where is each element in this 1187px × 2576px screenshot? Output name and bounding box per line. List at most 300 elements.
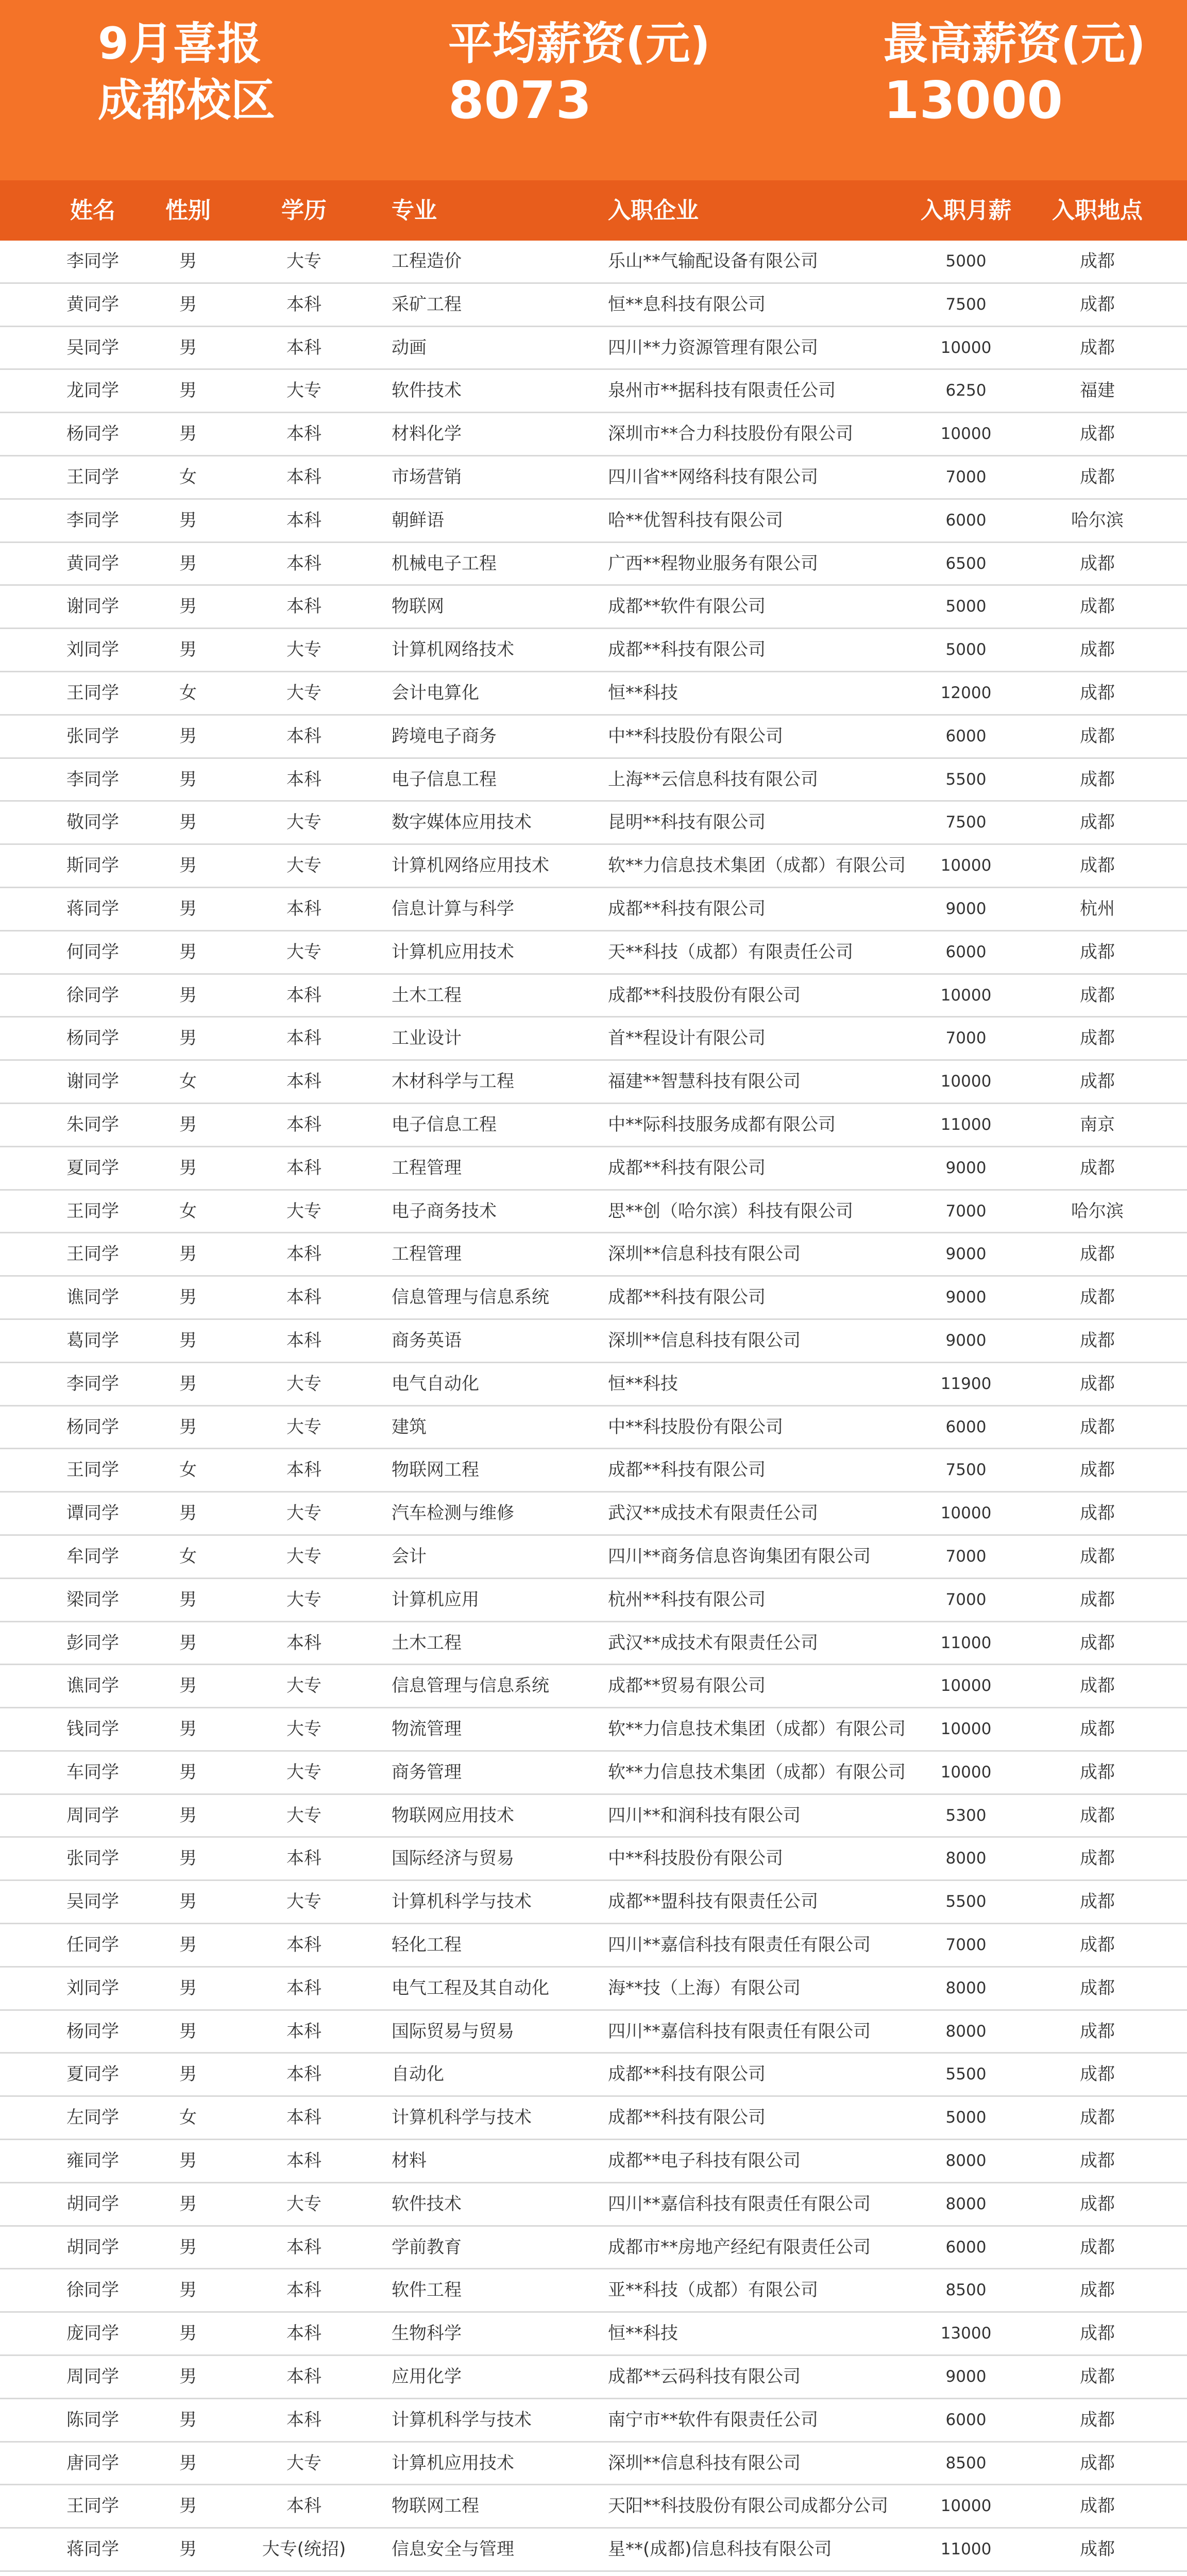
cell-company: 广西**程物业服务有限公司 [608,553,818,574]
cell-name: 蒋同学 [66,898,119,919]
average-salary-label: 平均薪资(元) [448,18,710,70]
table-row [0,629,1187,672]
cell-company: 乐山**气输配设备有限公司 [608,251,818,272]
cell-major: 电气自动化 [392,1373,479,1394]
cell-location: 成都 [1080,423,1115,445]
cell-name: 牟同学 [66,1546,119,1567]
table-row [0,1579,1187,1622]
cell-major: 计算机科学与技术 [392,1891,532,1912]
cell-education: 大专 [286,1416,321,1437]
cell-major: 商务管理 [392,1761,462,1783]
cell-education: 本科 [286,553,321,574]
cell-major: 会计电算化 [392,682,479,703]
cell-salary: 10000 [940,425,992,444]
cell-salary: 7500 [945,1461,987,1480]
cell-education: 本科 [286,466,321,487]
cell-gender: 男 [179,1761,197,1783]
cell-location: 成都 [1080,466,1115,487]
cell-salary: 7000 [945,1201,987,1221]
cell-gender: 女 [179,682,197,703]
cell-company: 恒**息科技有限公司 [608,294,766,315]
cell-company: 成都**科技有限公司 [608,1460,766,1481]
table-row [0,716,1187,759]
table-row [0,888,1187,931]
cell-major: 软件技术 [392,2193,462,2214]
cell-gender: 男 [179,2064,197,2085]
cell-major: 学前教育 [392,2236,462,2258]
cell-gender: 男 [179,1848,197,1869]
cell-education: 本科 [286,1632,321,1653]
cell-salary: 11900 [940,1374,992,1393]
table-row [0,759,1187,802]
cell-location: 成都 [1080,1546,1115,1567]
cell-education: 本科 [286,1977,321,1998]
cell-name: 谯同学 [66,1675,119,1697]
cell-major: 材料化学 [392,423,462,445]
cell-location: 成都 [1080,1460,1115,1481]
column-header-name: 姓名 [70,197,115,224]
cell-gender: 男 [179,251,197,272]
cell-major: 电子商务技术 [392,1200,497,1222]
cell-name: 王同学 [66,466,119,487]
cell-company: 中**科技股份有限公司 [608,1416,783,1437]
cell-name: 刘同学 [66,639,119,660]
cell-name: 蒋同学 [66,2539,119,2560]
cell-education: 大专 [286,2193,321,2214]
cell-major: 信息安全与管理 [392,2539,514,2560]
cell-salary: 10000 [940,986,992,1005]
cell-name: 龙同学 [66,380,119,401]
cell-major: 计算机应用 [392,1589,479,1610]
cell-salary: 9000 [945,1288,987,1307]
cell-salary: 5000 [945,2108,987,2127]
cell-name: 王同学 [66,1460,119,1481]
table-row [0,2227,1187,2270]
cell-major: 国际经济与贸易 [392,1848,514,1869]
table-row [0,370,1187,413]
cell-name: 胡同学 [66,2236,119,2258]
cell-education: 本科 [286,2323,321,2344]
table-row [0,543,1187,586]
cell-name: 王同学 [66,1200,119,1222]
cell-salary: 9000 [945,1158,987,1177]
cell-education: 大专 [286,1805,321,1826]
cell-salary: 8000 [945,2194,987,2213]
cell-company: 成都**科技有限公司 [608,1287,766,1308]
cell-gender: 男 [179,1244,197,1265]
table-row [0,1708,1187,1752]
cell-major: 朝鲜语 [392,510,444,531]
table-row [0,2399,1187,2443]
cell-gender: 男 [179,553,197,574]
cell-salary: 5500 [945,1892,987,1911]
cell-major: 电气工程及其自动化 [392,1977,549,1998]
cell-education: 本科 [286,2107,321,2128]
cell-company: 软**力信息技术集团（成都）有限公司 [608,1761,906,1783]
cell-major: 汽车检测与维修 [392,1503,514,1524]
cell-name: 王同学 [66,1244,119,1265]
cell-location: 成都 [1080,1416,1115,1437]
cell-salary: 7000 [945,1547,987,1566]
table-row [0,931,1187,975]
table-row [0,1147,1187,1191]
cell-company: 成都**盟科技有限责任公司 [608,1891,818,1912]
cell-company: 恒**科技 [608,2323,678,2344]
cell-location: 成都 [1080,2021,1115,2042]
cell-education: 本科 [286,596,321,617]
cell-major: 信息管理与信息系统 [392,1675,549,1697]
cell-education: 大专 [286,1891,321,1912]
cell-education: 本科 [286,2366,321,2387]
table-row [0,2443,1187,2486]
cell-location: 成都 [1080,337,1115,358]
cell-location: 成都 [1080,2409,1115,2430]
cell-salary: 5500 [945,2065,987,2084]
cell-location: 成都 [1080,2107,1115,2128]
cell-gender: 男 [179,812,197,833]
cell-salary: 6500 [945,554,987,573]
cell-name: 任同学 [66,1935,119,1956]
table-row [0,284,1187,327]
cell-major: 动画 [392,337,427,358]
cell-gender: 女 [179,1200,197,1222]
cell-education: 大专 [286,1503,321,1524]
cell-location: 成都 [1080,2064,1115,2085]
cell-company: 泉州市**据科技有限责任公司 [608,380,836,401]
cell-name: 唐同学 [66,2452,119,2473]
cell-name: 何同学 [66,941,119,962]
cell-salary: 7000 [945,467,987,486]
cell-major: 数字媒体应用技术 [392,812,532,833]
cell-salary: 12000 [940,683,992,702]
cell-company: 亚**科技（成都）有限公司 [608,2280,818,2301]
cell-major: 商务英语 [392,1330,462,1351]
cell-education: 大专 [286,812,321,833]
cell-gender: 男 [179,2150,197,2172]
report-title-month: 9月喜报 [98,18,262,70]
cell-salary: 7500 [945,813,987,832]
cell-major: 计算机网络技术 [392,639,514,660]
column-header-location: 入职地点 [1052,197,1143,224]
cell-gender: 男 [179,2280,197,2301]
table-body [0,241,1187,2572]
cell-gender: 女 [179,1546,197,1567]
cell-major: 信息计算与科学 [392,898,514,919]
cell-name: 夏同学 [66,2064,119,2085]
table-row [0,1536,1187,1579]
cell-company: 成都**软件有限公司 [608,596,766,617]
cell-location: 成都 [1080,1373,1115,1394]
cell-education: 大专(统招) [262,2539,346,2560]
report-title [98,15,275,129]
cell-location: 成都 [1080,725,1115,747]
cell-gender: 男 [179,1977,197,1998]
cell-name: 谯同学 [66,1287,119,1308]
cell-education: 大专 [286,941,321,962]
cell-gender: 女 [179,1071,197,1092]
cell-location: 成都 [1080,2452,1115,2473]
cell-education: 本科 [286,1157,321,1178]
cell-name: 吴同学 [66,1891,119,1912]
cell-salary: 9000 [945,2367,987,2386]
cell-location: 成都 [1080,1632,1115,1653]
cell-location: 成都 [1080,1157,1115,1178]
cell-education: 本科 [286,1330,321,1351]
cell-major: 物联网 [392,596,444,617]
cell-name: 徐同学 [66,985,119,1006]
cell-education: 本科 [286,423,321,445]
cell-location: 成都 [1080,855,1115,876]
cell-salary: 10000 [940,1072,992,1091]
cell-name: 夏同学 [66,1157,119,1178]
cell-salary: 7000 [945,1029,987,1048]
cell-name: 杨同学 [66,1028,119,1049]
cell-company: 海**技（上海）有限公司 [608,1977,801,1998]
table-row [0,975,1187,1018]
table-row [0,2097,1187,2140]
cell-company: 深圳**信息科技有限公司 [608,1330,801,1351]
cell-company: 成都**科技有限公司 [608,2064,766,2085]
cell-major: 轻化工程 [392,1935,462,1956]
cell-salary: 11000 [940,1115,992,1134]
cell-gender: 男 [179,423,197,445]
table-row [0,2313,1187,2356]
cell-major: 计算机网络应用技术 [392,855,549,876]
table-row [0,1277,1187,1320]
cell-education: 大专 [286,1589,321,1610]
column-header-salary: 入职月薪 [921,197,1011,224]
cell-company: 恒**科技 [608,1373,678,1394]
cell-major: 工业设计 [392,1028,462,1049]
cell-company: 深圳市**合力科技股份有限公司 [608,423,853,445]
cell-name: 周同学 [66,2366,119,2387]
cell-salary: 11000 [940,1633,992,1652]
cell-company: 中**际科技服务成都有限公司 [608,1114,836,1135]
cell-salary: 6000 [945,1417,987,1436]
cell-major: 电子信息工程 [392,769,497,790]
cell-name: 张同学 [66,1848,119,1869]
cell-location: 成都 [1080,1719,1115,1740]
cell-major: 物联网工程 [392,1460,479,1481]
table-row [0,1622,1187,1666]
cell-major: 计算机应用技术 [392,2452,514,2473]
table-row [0,456,1187,500]
cell-location: 成都 [1080,1805,1115,1826]
cell-major: 物联网工程 [392,2496,479,2517]
table-row [0,1018,1187,1061]
cell-salary: 6000 [945,2410,987,2429]
cell-location: 南京 [1080,1114,1115,1135]
cell-gender: 男 [179,725,197,747]
cell-name: 李同学 [66,251,119,272]
table-row [0,2011,1187,2054]
cell-location: 成都 [1080,1244,1115,1265]
cell-salary: 5000 [945,597,987,616]
cell-gender: 男 [179,1891,197,1912]
cell-company: 深圳**信息科技有限公司 [608,1244,801,1265]
cell-major: 工程管理 [392,1157,462,1178]
cell-salary: 10000 [940,856,992,875]
cell-salary: 6000 [945,511,987,530]
table-row [0,413,1187,456]
cell-name: 雍同学 [66,2150,119,2172]
cell-gender: 女 [179,1460,197,1481]
cell-gender: 男 [179,1287,197,1308]
cell-salary: 10000 [940,1676,992,1696]
table-row [0,2140,1187,2183]
cell-company: 昆明**科技有限公司 [608,812,766,833]
cell-major: 采矿工程 [392,294,462,315]
cell-company: 成都**科技有限公司 [608,898,766,919]
cell-location: 成都 [1080,1977,1115,1998]
cell-salary: 7500 [945,295,987,314]
cell-education: 本科 [286,510,321,531]
cell-company: 四川**嘉信科技有限责任有限公司 [608,1935,871,1956]
cell-gender: 男 [179,2323,197,2344]
cell-education: 大专 [286,1200,321,1222]
cell-gender: 男 [179,380,197,401]
table-row [0,1406,1187,1450]
cell-gender: 女 [179,466,197,487]
cell-location: 成都 [1080,985,1115,1006]
cell-major: 计算机科学与技术 [392,2107,532,2128]
cell-name: 斯同学 [66,855,119,876]
cell-salary: 10000 [940,2497,992,2516]
cell-gender: 男 [179,2496,197,2517]
column-header-company: 入职企业 [608,197,699,224]
cell-major: 木材科学与工程 [392,1071,514,1092]
table-row [0,2529,1187,2572]
table-row [0,1752,1187,1795]
cell-major: 计算机应用技术 [392,941,514,962]
cell-location: 成都 [1080,251,1115,272]
cell-gender: 男 [179,1589,197,1610]
cell-gender: 男 [179,510,197,531]
cell-education: 大专 [286,251,321,272]
table-header [0,180,1187,241]
cell-location: 成都 [1080,1935,1115,1956]
cell-location: 成都 [1080,1028,1115,1049]
cell-company: 成都**科技股份有限公司 [608,985,801,1006]
cell-gender: 男 [179,855,197,876]
cell-education: 大专 [286,639,321,660]
table-row [0,2054,1187,2097]
cell-name: 黄同学 [66,553,119,574]
cell-name: 李同学 [66,769,119,790]
cell-education: 大专 [286,2452,321,2473]
cell-education: 大专 [286,682,321,703]
cell-salary: 6000 [945,942,987,961]
cell-major: 软件技术 [392,380,462,401]
cell-name: 钱同学 [66,1719,119,1740]
cell-education: 本科 [286,2409,321,2430]
cell-company: 福建**智慧科技有限公司 [608,1071,801,1092]
table-row [0,1233,1187,1277]
table-row [0,1493,1187,1536]
cell-education: 本科 [286,2280,321,2301]
cell-location: 成都 [1080,596,1115,617]
cell-gender: 男 [179,2193,197,2214]
cell-location: 成都 [1080,2366,1115,2387]
cell-company: 四川省**网络科技有限公司 [608,466,818,487]
table-row [0,672,1187,716]
cell-salary: 9000 [945,1245,987,1264]
cell-education: 本科 [286,2496,321,2517]
table-row [0,1665,1187,1708]
cell-education: 本科 [286,1935,321,1956]
table-row [0,2356,1187,2399]
cell-name: 敬同学 [66,812,119,833]
cell-major: 土木工程 [392,985,462,1006]
cell-location: 成都 [1080,1761,1115,1783]
cell-education: 大专 [286,1719,321,1740]
cell-company: 成都**科技有限公司 [608,639,766,660]
cell-major: 土木工程 [392,1632,462,1653]
cell-salary: 6250 [945,381,987,400]
cell-gender: 男 [179,2409,197,2430]
cell-education: 大专 [286,1373,321,1394]
column-header-major: 专业 [392,197,437,224]
cell-company: 成都**云码科技有限公司 [608,2366,801,2387]
average-salary-block [448,15,710,129]
cell-gender: 男 [179,898,197,919]
cell-name: 谢同学 [66,1071,119,1092]
cell-gender: 男 [179,639,197,660]
cell-gender: 男 [179,1373,197,1394]
cell-gender: 男 [179,1805,197,1826]
cell-salary: 9000 [945,1331,987,1350]
table-row [0,1881,1187,1924]
cell-salary: 10000 [940,1504,992,1523]
cell-company: 中**科技股份有限公司 [608,725,783,747]
cell-company: 成都市**房地产经纪有限责任公司 [608,2236,871,2258]
cell-company: 思**创（哈尔滨）科技有限公司 [608,1200,853,1222]
cell-company: 成都**贸易有限公司 [608,1675,766,1697]
cell-salary: 8500 [945,2453,987,2472]
cell-name: 彭同学 [66,1632,119,1653]
cell-education: 本科 [286,725,321,747]
cell-salary: 13000 [940,2324,992,2343]
cell-gender: 男 [179,294,197,315]
cell-company: 星**(成都)信息科技有限公司 [608,2539,832,2560]
cell-location: 成都 [1080,2193,1115,2214]
cell-company: 成都**科技有限公司 [608,1157,766,1178]
cell-company: 四川**嘉信科技有限责任有限公司 [608,2193,871,2214]
max-salary-value: 13000 [884,70,1063,130]
cell-name: 周同学 [66,1805,119,1826]
cell-major: 市场营销 [392,466,462,487]
cell-education: 大专 [286,380,321,401]
cell-salary: 8500 [945,2281,987,2300]
cell-name: 黄同学 [66,294,119,315]
cell-company: 南宁市**软件有限责任公司 [608,2409,818,2430]
cell-major: 机械电子工程 [392,553,497,574]
cell-gender: 男 [179,1719,197,1740]
cell-location: 成都 [1080,1675,1115,1697]
cell-name: 李同学 [66,510,119,531]
cell-location: 成都 [1080,2280,1115,2301]
cell-salary: 5500 [945,770,987,789]
cell-education: 本科 [286,2064,321,2085]
cell-name: 车同学 [66,1761,119,1783]
cell-gender: 女 [179,2107,197,2128]
cell-gender: 男 [179,2366,197,2387]
cell-company: 杭州**科技有限公司 [608,1589,766,1610]
cell-name: 杨同学 [66,1416,119,1437]
cell-gender: 男 [179,1157,197,1178]
cell-company: 天阳**科技股份有限公司成都分公司 [608,2496,888,2517]
cell-education: 本科 [286,2021,321,2042]
